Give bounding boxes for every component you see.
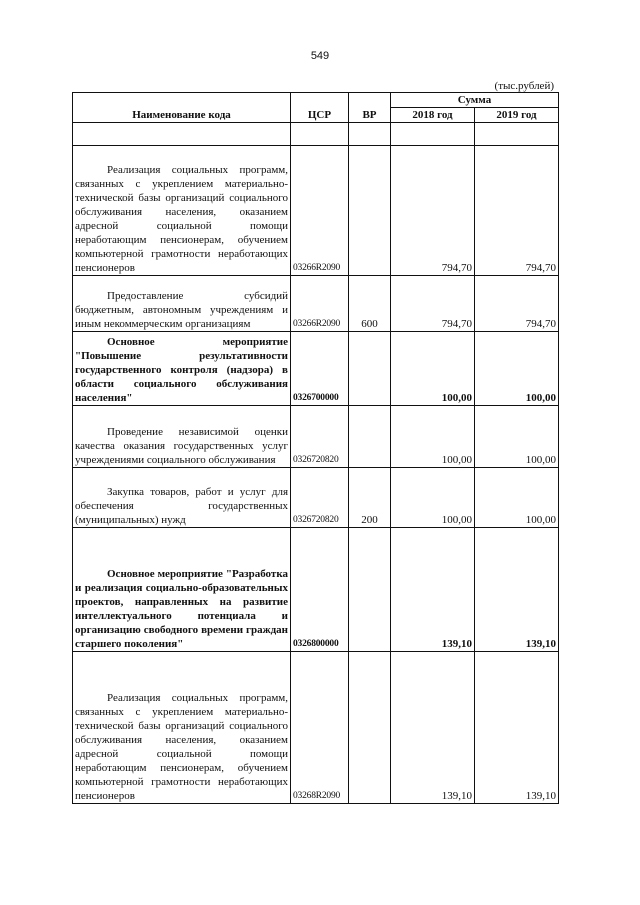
row-vr bbox=[349, 652, 391, 804]
row-name: Предоставление субсидий бюджетным, автономным учреждениям и иным некоммерческим организациям bbox=[73, 276, 291, 332]
row-name: Проведение независимой оценки качества оказания государственных услуг учреждениями социального обслуживания bbox=[73, 406, 291, 468]
table-row bbox=[73, 146, 559, 276]
row-csr: 03266R2090 bbox=[291, 146, 349, 276]
units-label: (тыс.рублей) bbox=[494, 80, 554, 92]
row-csr: 0326800000 bbox=[291, 528, 349, 652]
page-number: 549 bbox=[310, 50, 330, 62]
table-row bbox=[73, 652, 559, 804]
row-2019: 100,00 bbox=[475, 406, 559, 468]
row-2018: 100,00 bbox=[391, 332, 475, 406]
table-row bbox=[73, 276, 559, 332]
table-row bbox=[73, 332, 559, 406]
row-2018: 100,00 bbox=[391, 468, 475, 528]
row-csr: 0326720820 bbox=[291, 406, 349, 468]
row-csr: 0326700000 bbox=[291, 332, 349, 406]
row-csr: 03266R2090 bbox=[291, 276, 349, 332]
row-name: Реализация социальных программ, связанных с укреплением материально-технической базы организаций социального обслуживания населения, оказанием адресной социальной помощи неработающим пенсионерам, обучением компьютерной грамотности неработающих пенсионеров bbox=[73, 146, 291, 276]
row-name: Основное мероприятие "Разработка и реализация социально-образовательных проектов, направленных на развитие интеллектуального потенциала и организацию свободного времени граждан старшего поколения" bbox=[73, 528, 291, 652]
row-vr: 600 bbox=[349, 276, 391, 332]
row-vr: 200 bbox=[349, 468, 391, 528]
table-row bbox=[73, 528, 559, 652]
row-vr bbox=[349, 406, 391, 468]
row-2019: 139,10 bbox=[475, 652, 559, 804]
row-2018: 794,70 bbox=[391, 146, 475, 276]
row-2018: 139,10 bbox=[391, 652, 475, 804]
row-2018: 794,70 bbox=[391, 276, 475, 332]
row-name: Закупка товаров, работ и услуг для обеспечения государственных (муниципальных) нужд bbox=[73, 468, 291, 528]
budget-table bbox=[72, 92, 559, 804]
header-vr: ВР bbox=[349, 93, 391, 123]
header-2019: 2019 год bbox=[475, 108, 559, 123]
row-name: Основное мероприятие "Повышение результативности государственного контроля (надзора) в области социального обслуживания населения" bbox=[73, 332, 291, 406]
header-2018: 2018 год bbox=[391, 108, 475, 123]
row-2019: 794,70 bbox=[475, 146, 559, 276]
header-row-top bbox=[73, 93, 559, 108]
row-csr: 0326720820 bbox=[291, 468, 349, 528]
row-2018: 139,10 bbox=[391, 528, 475, 652]
row-name: Реализация социальных программ, связанных с укреплением материально-технической базы организаций социального обслуживания населения, оказанием адресной социальной помощи неработающим пенсионерам, обучением компьютерной грамотности неработающих пенсионеров bbox=[73, 652, 291, 804]
row-2019: 139,10 bbox=[475, 528, 559, 652]
table-row bbox=[73, 468, 559, 528]
header-sum: Сумма bbox=[391, 93, 559, 108]
row-csr: 03268R2090 bbox=[291, 652, 349, 804]
table-row bbox=[73, 406, 559, 468]
row-2019: 100,00 bbox=[475, 332, 559, 406]
row-vr bbox=[349, 146, 391, 276]
header-name: Наименование кода bbox=[73, 93, 291, 123]
spacer-row bbox=[73, 123, 559, 146]
row-2018: 100,00 bbox=[391, 406, 475, 468]
row-vr bbox=[349, 528, 391, 652]
row-2019: 794,70 bbox=[475, 276, 559, 332]
header-csr: ЦСР bbox=[291, 93, 349, 123]
row-2019: 100,00 bbox=[475, 468, 559, 528]
row-vr bbox=[349, 332, 391, 406]
